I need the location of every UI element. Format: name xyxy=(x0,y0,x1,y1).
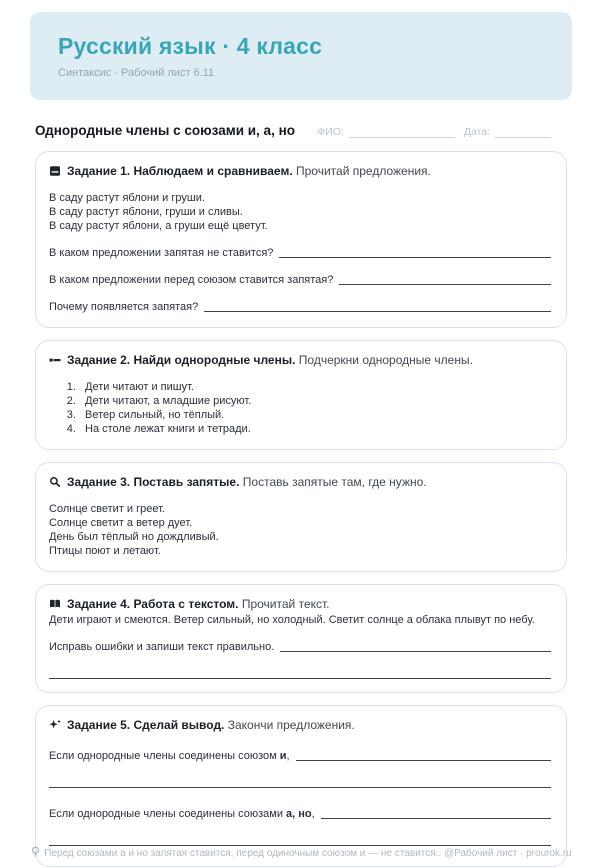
sentence: В саду растут яблони, груши и сливы. xyxy=(49,206,243,218)
task-card-2 xyxy=(35,340,567,450)
sentence: В саду растут яблони и груши. xyxy=(49,192,205,204)
task-3-instruction: Поставь запятые там, где нужно. xyxy=(242,475,427,489)
list-item: 3. Ветер сильный, но тёплый. xyxy=(79,408,551,422)
name-date-fields xyxy=(317,126,567,138)
conclusion-prefix: Если однородные члены соединены союзами xyxy=(49,808,283,820)
task-4-title: Задание 4. Работа с текстом. xyxy=(67,597,239,611)
fio-label: ФИО: xyxy=(317,126,344,138)
footer-hint: Перед союзами а и но запятая ставится, перед одиночным союзом и — не ставится.. xyxy=(44,848,442,859)
task-1-heading xyxy=(49,164,551,179)
task-5-instruction: Закончи предложения. xyxy=(227,718,355,732)
sentence: Солнце светит а ветер дует. xyxy=(49,517,193,529)
sentence: Птицы поют и летают. xyxy=(49,545,161,557)
task-3-title: Задание 3. Поставь запятые. xyxy=(67,475,240,489)
rewrite-prompt: Исправь ошибки и запиши текст правильно. xyxy=(49,641,275,653)
notebook-icon xyxy=(49,165,61,177)
task-2-heading xyxy=(49,353,551,368)
question-text: В каком предложении перед союзом ставится запятая? xyxy=(49,274,334,286)
sentence: Солнце светит и греет. xyxy=(49,503,165,515)
conclusion-prefix: Если однородные члены соединены союзом xyxy=(49,750,277,762)
task-4-text: Дети играют и смеются. Ветер сильный, но холодный. Светит солнце а облака плывут по небу. xyxy=(49,614,535,626)
underline-icon xyxy=(49,354,61,366)
answer-blank-line xyxy=(49,787,551,788)
conclusion-suffix: , xyxy=(311,808,315,820)
magnifier-icon xyxy=(49,476,61,488)
open-book-icon xyxy=(49,598,61,610)
answer-blank-line xyxy=(204,311,551,312)
worksheet-title: Русский язык · 4 класс xyxy=(58,33,323,59)
task-card-5 xyxy=(35,705,567,867)
date-label: Дата: xyxy=(463,126,490,138)
task-4-heading xyxy=(49,597,551,612)
question-row xyxy=(49,301,551,314)
task-card-1 xyxy=(35,151,567,328)
task-1-instruction: Прочитай предложения. xyxy=(296,164,431,178)
footer-credit: @Рабочий лист · prourok.ru xyxy=(443,848,572,859)
worksheet-subtitle: Синтаксис · Рабочий лист 6.11 xyxy=(58,67,215,79)
task-5-heading xyxy=(49,718,551,733)
question-row xyxy=(49,274,551,287)
answer-blank-line xyxy=(321,818,551,819)
answer-blank-line xyxy=(296,760,551,761)
task-card-3 xyxy=(35,462,567,572)
sentence: День был тёплый но дождливый. xyxy=(49,531,219,543)
worksheet-header xyxy=(30,12,572,100)
lightbulb-icon xyxy=(30,846,41,858)
question-text: Почему появляется запятая? xyxy=(49,301,199,313)
task-2-instruction: Подчеркни однородные члены. xyxy=(298,353,473,367)
question-text: В каком предложении запятая не ставится? xyxy=(49,247,274,259)
conjunction: а, но xyxy=(286,808,312,820)
date-blank-line xyxy=(495,127,551,138)
task-5-title: Задание 5. Сделай вывод. xyxy=(67,718,225,732)
rewrite-prompt-row xyxy=(49,641,551,654)
question-row xyxy=(49,247,551,260)
answer-blank-line xyxy=(339,284,551,285)
conclusion-suffix: , xyxy=(286,750,290,762)
topic-title: Однородные члены с союзами и, а, но xyxy=(35,123,295,138)
task-2-title: Задание 2. Найди однородные члены. xyxy=(67,353,296,367)
list-item: 4. На столе лежат книги и тетради. xyxy=(79,422,551,436)
task-4-instruction: Прочитай текст. xyxy=(241,597,330,611)
numbered-sentence-list xyxy=(49,380,551,436)
answer-blank-line xyxy=(49,678,551,679)
sparkles-icon xyxy=(49,719,61,731)
task-1-title: Задание 1. Наблюдаем и сравниваем. xyxy=(67,164,293,178)
footer-hint-bar xyxy=(0,846,602,859)
task-card-4 xyxy=(35,584,567,693)
conjunction: и xyxy=(279,750,287,762)
sentence: В саду растут яблони, а груши ещё цветут. xyxy=(49,220,268,232)
answer-blank-line xyxy=(280,651,551,652)
answer-blank-line xyxy=(279,257,551,258)
list-item: 2. Дети читают, а младшие рисуют. xyxy=(79,394,551,408)
list-item: 1. Дети читают и пишут. xyxy=(79,380,551,394)
task-3-heading xyxy=(49,475,551,490)
conclusion-row xyxy=(49,808,551,821)
topic-row xyxy=(35,123,567,138)
conclusion-row xyxy=(49,750,551,763)
fio-blank-line xyxy=(349,127,455,138)
